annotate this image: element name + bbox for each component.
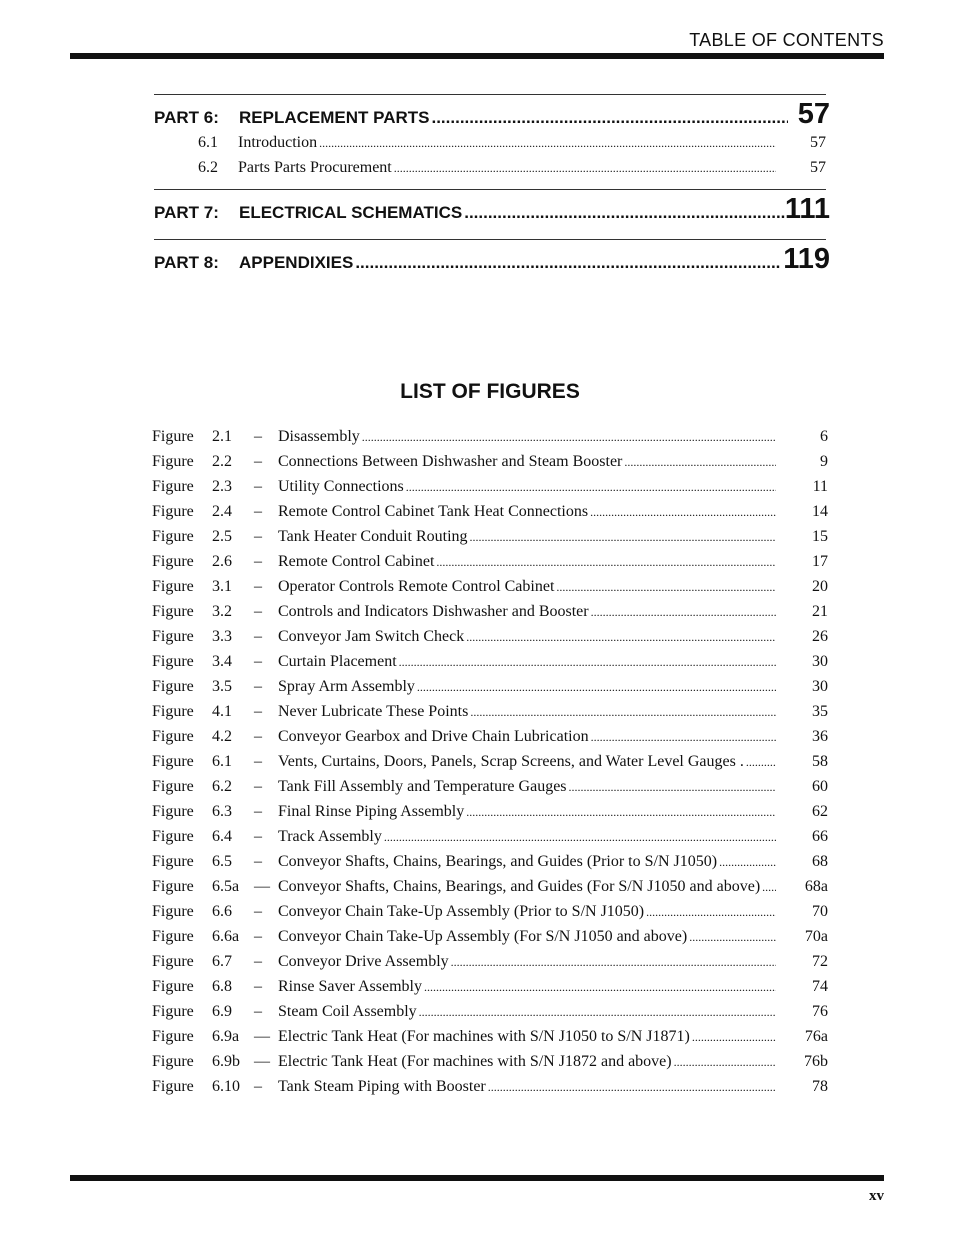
figure-label: Figure bbox=[152, 1028, 194, 1045]
dot-leader bbox=[406, 480, 776, 495]
figure-page: 68 bbox=[812, 853, 828, 870]
figure-dash: – bbox=[254, 728, 262, 745]
figure-entry[interactable] bbox=[152, 603, 828, 628]
figure-label: Figure bbox=[152, 653, 194, 670]
figure-number: 4.1 bbox=[212, 703, 232, 720]
figure-dash: – bbox=[254, 1078, 262, 1095]
figure-number: 6.8 bbox=[212, 978, 232, 995]
dot-leader bbox=[466, 805, 776, 820]
dot-leader bbox=[355, 253, 781, 273]
figure-title: Conveyor Shafts, Chains, Bearings, and Guides (For S/N J1050 and above) bbox=[278, 878, 761, 895]
figure-page: 15 bbox=[812, 528, 828, 545]
part-page: 57 bbox=[797, 98, 830, 130]
figure-title: Spray Arm Assembly bbox=[278, 678, 415, 695]
list-of-figures-title: LIST OF FIGURES bbox=[400, 380, 580, 403]
figure-number: 6.9b bbox=[212, 1053, 240, 1070]
figure-dash: – bbox=[254, 578, 262, 595]
part-number: PART 6: bbox=[154, 108, 219, 127]
figure-page: 11 bbox=[812, 478, 828, 495]
figure-entry[interactable] bbox=[152, 928, 828, 953]
figure-dash: – bbox=[254, 778, 262, 795]
dot-leader bbox=[674, 1055, 776, 1070]
figure-entry[interactable] bbox=[152, 628, 828, 653]
figure-number: 2.6 bbox=[212, 553, 232, 570]
figure-label: Figure bbox=[152, 803, 194, 820]
dot-leader bbox=[424, 980, 776, 995]
figure-number: 4.2 bbox=[212, 728, 232, 745]
figure-label: Figure bbox=[152, 953, 194, 970]
figure-label: Figure bbox=[152, 603, 194, 620]
figure-list bbox=[152, 428, 828, 1103]
figure-dash: – bbox=[254, 628, 262, 645]
figure-dash: — bbox=[254, 1053, 270, 1070]
figure-number: 6.1 bbox=[212, 753, 232, 770]
dot-leader bbox=[591, 605, 776, 620]
toc-part-6[interactable] bbox=[154, 98, 830, 131]
figure-title: Tank Steam Piping with Booster bbox=[278, 1078, 486, 1095]
figure-entry[interactable] bbox=[152, 653, 828, 678]
figure-label: Figure bbox=[152, 678, 194, 695]
dot-leader bbox=[384, 830, 776, 845]
section-title: Parts Parts Procurement bbox=[238, 159, 392, 176]
section-page: 57 bbox=[810, 134, 826, 151]
figure-dash: – bbox=[254, 928, 262, 945]
figure-page: 76b bbox=[804, 1053, 828, 1070]
figure-label: Figure bbox=[152, 828, 194, 845]
part-number: PART 8: bbox=[154, 253, 219, 272]
dot-leader bbox=[394, 161, 776, 176]
figure-entry[interactable] bbox=[152, 1028, 828, 1053]
figure-page: 70a bbox=[804, 928, 828, 945]
figure-title: Curtain Placement bbox=[278, 653, 397, 670]
figure-title: Conveyor Jam Switch Check bbox=[278, 628, 465, 645]
figure-entry[interactable] bbox=[152, 828, 828, 853]
figure-dash: — bbox=[254, 1028, 270, 1045]
figure-number: 6.9 bbox=[212, 1003, 232, 1020]
dot-leader bbox=[646, 905, 776, 920]
figure-entry[interactable] bbox=[152, 878, 828, 903]
figure-page: 76a bbox=[804, 1028, 828, 1045]
figure-dash: – bbox=[254, 528, 262, 545]
part-page: 119 bbox=[783, 243, 830, 275]
figure-page: 30 bbox=[812, 678, 828, 695]
section-number: 6.2 bbox=[198, 159, 218, 176]
figure-title: Conveyor Chain Take-Up Assembly (For S/N J1050 and above) bbox=[278, 928, 688, 945]
dot-leader bbox=[689, 930, 776, 945]
figure-number: 6.4 bbox=[212, 828, 232, 845]
figure-number: 3.1 bbox=[212, 578, 232, 595]
figure-title: Final Rinse Piping Assembly bbox=[278, 803, 465, 820]
page-number: xv bbox=[869, 1188, 884, 1204]
header-title: TABLE OF CONTENTS bbox=[689, 30, 884, 50]
dot-leader bbox=[762, 880, 776, 895]
figure-entry[interactable] bbox=[152, 1053, 828, 1078]
figure-entry[interactable] bbox=[152, 578, 828, 603]
dot-leader bbox=[436, 555, 776, 570]
dot-leader bbox=[362, 430, 776, 445]
figure-title: Connections Between Dishwasher and Steam Booster bbox=[278, 453, 623, 470]
part-divider bbox=[154, 94, 826, 95]
dot-leader bbox=[746, 755, 776, 770]
figure-dash: – bbox=[254, 753, 262, 770]
dot-leader bbox=[466, 630, 776, 645]
figure-entry[interactable] bbox=[152, 553, 828, 578]
figure-page: 60 bbox=[812, 778, 828, 795]
figure-page: 26 bbox=[812, 628, 828, 645]
figure-label: Figure bbox=[152, 478, 194, 495]
figure-number: 6.5 bbox=[212, 853, 232, 870]
figure-page: 30 bbox=[812, 653, 828, 670]
figure-title: Conveyor Gearbox and Drive Chain Lubrication bbox=[278, 728, 589, 745]
dot-leader bbox=[319, 136, 776, 151]
figure-page: 6 bbox=[820, 428, 828, 445]
figure-number: 6.6 bbox=[212, 903, 232, 920]
figure-number: 6.10 bbox=[212, 1078, 240, 1095]
figure-label: Figure bbox=[152, 428, 194, 445]
dot-leader bbox=[419, 1005, 776, 1020]
figure-page: 76 bbox=[812, 1003, 828, 1020]
figure-dash: – bbox=[254, 803, 262, 820]
toc-part-7[interactable] bbox=[154, 193, 830, 226]
dot-leader bbox=[470, 530, 776, 545]
part-title: REPLACEMENT PARTS bbox=[239, 108, 430, 127]
figure-entry[interactable] bbox=[152, 503, 828, 528]
figure-number: 2.2 bbox=[212, 453, 232, 470]
figure-number: 2.4 bbox=[212, 503, 232, 520]
figure-entry[interactable] bbox=[152, 778, 828, 803]
figure-dash: – bbox=[254, 978, 262, 995]
figure-page: 9 bbox=[820, 453, 828, 470]
dot-leader bbox=[719, 855, 776, 870]
figure-label: Figure bbox=[152, 503, 194, 520]
dot-leader bbox=[488, 1080, 776, 1095]
figure-label: Figure bbox=[152, 1078, 194, 1095]
dot-leader bbox=[431, 108, 788, 128]
footer-rule bbox=[70, 1175, 884, 1181]
figure-title: Electric Tank Heat (For machines with S/N J1050 to S/N J1871) bbox=[278, 1028, 690, 1045]
figure-entry[interactable] bbox=[152, 853, 828, 878]
section-number: 6.1 bbox=[198, 134, 218, 151]
figure-entry[interactable] bbox=[152, 953, 828, 978]
figure-number: 2.1 bbox=[212, 428, 232, 445]
figure-page: 21 bbox=[812, 603, 828, 620]
figure-label: Figure bbox=[152, 903, 194, 920]
figure-entry[interactable] bbox=[152, 1003, 828, 1028]
figure-label: Figure bbox=[152, 853, 194, 870]
figure-number: 6.9a bbox=[212, 1028, 240, 1045]
figure-title: Tank Fill Assembly and Temperature Gauges bbox=[278, 778, 567, 795]
figure-number: 2.3 bbox=[212, 478, 232, 495]
figure-dash: – bbox=[254, 603, 262, 620]
figure-dash: – bbox=[254, 478, 262, 495]
figure-title: Tank Heater Conduit Routing bbox=[278, 528, 468, 545]
toc-section-6-1[interactable] bbox=[154, 134, 826, 152]
figure-label: Figure bbox=[152, 703, 194, 720]
figure-label: Figure bbox=[152, 778, 194, 795]
toc-section-6-2[interactable] bbox=[154, 159, 826, 177]
figure-number: 6.7 bbox=[212, 953, 232, 970]
figure-title: Conveyor Chain Take-Up Assembly (Prior to S/N J1050) bbox=[278, 903, 645, 920]
figure-label: Figure bbox=[152, 453, 194, 470]
part-title: APPENDIXIES bbox=[239, 253, 354, 272]
figure-dash: – bbox=[254, 453, 262, 470]
figure-number: 2.5 bbox=[212, 528, 232, 545]
figure-label: Figure bbox=[152, 728, 194, 745]
figure-number: 6.2 bbox=[212, 778, 232, 795]
figure-entry[interactable] bbox=[152, 753, 828, 778]
figure-dash: – bbox=[254, 428, 262, 445]
figure-dash: – bbox=[254, 653, 262, 670]
figure-label: Figure bbox=[152, 628, 194, 645]
dot-leader bbox=[556, 580, 776, 595]
figure-page: 74 bbox=[812, 978, 828, 995]
figure-title: Operator Controls Remote Control Cabinet bbox=[278, 578, 555, 595]
figure-entry[interactable] bbox=[152, 428, 828, 453]
dot-leader bbox=[417, 680, 776, 695]
figure-dash: – bbox=[254, 828, 262, 845]
figure-number: 3.5 bbox=[212, 678, 232, 695]
figure-page: 17 bbox=[812, 553, 828, 570]
figure-entry[interactable] bbox=[152, 678, 828, 703]
figure-title: Vents, Curtains, Doors, Panels, Scrap Screens, and Water Level Gauges . bbox=[278, 753, 744, 770]
figure-page: 36 bbox=[812, 728, 828, 745]
figure-title: Track Assembly bbox=[278, 828, 382, 845]
figure-page: 66 bbox=[812, 828, 828, 845]
figure-number: 3.4 bbox=[212, 653, 232, 670]
figure-dash: – bbox=[254, 1003, 262, 1020]
figure-number: 6.3 bbox=[212, 803, 232, 820]
figure-page: 14 bbox=[812, 503, 828, 520]
dot-leader bbox=[624, 455, 776, 470]
figure-entry[interactable] bbox=[152, 478, 828, 503]
figure-page: 62 bbox=[812, 803, 828, 820]
figure-page: 68a bbox=[804, 878, 828, 895]
figure-label: Figure bbox=[152, 1003, 194, 1020]
figure-label: Figure bbox=[152, 978, 194, 995]
toc-part-8[interactable] bbox=[154, 243, 830, 276]
dot-leader bbox=[470, 705, 776, 720]
figure-title: Electric Tank Heat (For machines with S/N J1872 and above) bbox=[278, 1053, 672, 1070]
figure-label: Figure bbox=[152, 528, 194, 545]
figure-dash: – bbox=[254, 953, 262, 970]
figure-page: 78 bbox=[812, 1078, 828, 1095]
figure-label: Figure bbox=[152, 753, 194, 770]
figure-label: Figure bbox=[152, 1053, 194, 1070]
figure-label: Figure bbox=[152, 928, 194, 945]
figure-entry[interactable] bbox=[152, 728, 828, 753]
dot-leader bbox=[399, 655, 776, 670]
part-page: 111 bbox=[784, 193, 830, 225]
figure-entry[interactable] bbox=[152, 978, 828, 1003]
figure-label: Figure bbox=[152, 578, 194, 595]
figure-dash: — bbox=[254, 878, 270, 895]
figure-number: 3.2 bbox=[212, 603, 232, 620]
part-divider bbox=[154, 239, 826, 240]
figure-title: Disassembly bbox=[278, 428, 360, 445]
figure-dash: – bbox=[254, 853, 262, 870]
figure-title: Controls and Indicators Dishwasher and Booster bbox=[278, 603, 589, 620]
figure-page: 72 bbox=[812, 953, 828, 970]
figure-entry[interactable] bbox=[152, 453, 828, 478]
part-number: PART 7: bbox=[154, 203, 219, 222]
figure-label: Figure bbox=[152, 553, 194, 570]
dot-leader bbox=[451, 955, 776, 970]
dot-leader bbox=[464, 203, 785, 223]
part-divider bbox=[154, 189, 826, 190]
figure-entry[interactable] bbox=[152, 1078, 828, 1103]
figure-entry[interactable] bbox=[152, 703, 828, 728]
figure-dash: – bbox=[254, 703, 262, 720]
figure-title: Remote Control Cabinet Tank Heat Connections bbox=[278, 503, 589, 520]
dot-leader bbox=[569, 780, 776, 795]
figure-dash: – bbox=[254, 903, 262, 920]
figure-page: 20 bbox=[812, 578, 828, 595]
figure-entry[interactable] bbox=[152, 803, 828, 828]
figure-title: Never Lubricate These Points bbox=[278, 703, 469, 720]
figure-title: Remote Control Cabinet bbox=[278, 553, 435, 570]
figure-page: 58 bbox=[812, 753, 828, 770]
figure-entry[interactable] bbox=[152, 903, 828, 928]
header-rule bbox=[70, 53, 884, 59]
dot-leader bbox=[590, 505, 776, 520]
dot-leader bbox=[692, 1030, 776, 1045]
figure-title: Conveyor Shafts, Chains, Bearings, and Guides (Prior to S/N J1050) bbox=[278, 853, 718, 870]
section-page: 57 bbox=[810, 159, 826, 176]
figure-dash: – bbox=[254, 678, 262, 695]
figure-number: 3.3 bbox=[212, 628, 232, 645]
figure-title: Conveyor Drive Assembly bbox=[278, 953, 449, 970]
figure-dash: – bbox=[254, 553, 262, 570]
figure-page: 35 bbox=[812, 703, 828, 720]
figure-title: Utility Connections bbox=[278, 478, 404, 495]
figure-entry[interactable] bbox=[152, 528, 828, 553]
section-title: Introduction bbox=[238, 134, 318, 151]
dot-leader bbox=[591, 730, 776, 745]
figure-number: 6.6a bbox=[212, 928, 240, 945]
figure-title: Steam Coil Assembly bbox=[278, 1003, 417, 1020]
figure-title: Rinse Saver Assembly bbox=[278, 978, 422, 995]
part-title: ELECTRICAL SCHEMATICS bbox=[239, 203, 463, 222]
figure-dash: – bbox=[254, 503, 262, 520]
figure-page: 70 bbox=[812, 903, 828, 920]
figure-label: Figure bbox=[152, 878, 194, 895]
figure-number: 6.5a bbox=[212, 878, 240, 895]
